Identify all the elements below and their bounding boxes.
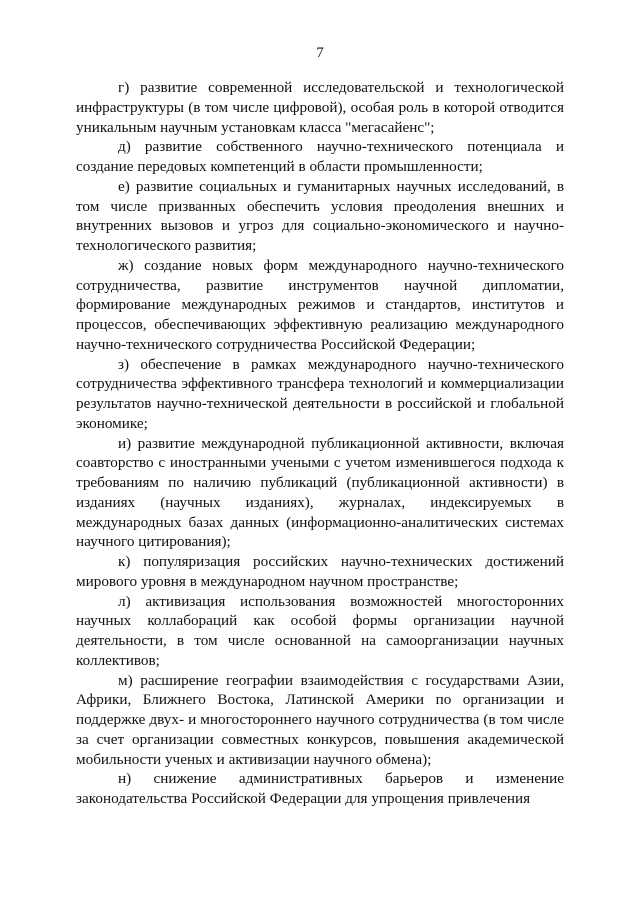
list-item-m: м) расширение географии взаимодействия с государствами Азии, Африки, Ближнего Востока, Латинской Америки по организации и поддержке двух- и многостороннего научного сотрудничества (в том числе за счет организации совместных конкурсов, повышения академической мобильности ученых и активизации научного обмена); [76,671,564,768]
list-item-z: з) обеспечение в рамках международного научно-технического сотрудничества эффективного трансфера технологий и коммерциализации результатов научно-технической деятельности в российской и глобальной экономике; [76,355,564,432]
list-item-e: е) развитие социальных и гуманитарных научных исследований, в том числе призванных обеспечить условия преодоления внешних и внутренних вызовов и угроз для социально-экономического и научно-технологического развития; [76,177,564,254]
list-item-g: г) развитие современной исследовательской и технологической инфраструктуры (в том числе цифровой), особая роль в которой отводится уникальным научным установкам класса "мегасайенс"; [76,79,564,136]
list-item-zh: ж) создание новых форм международного научно-технического сотрудничества, развитие инструментов научной дипломатии, формирование международных режимов и стандартов, институтов и процессов, обеспечивающих эффективную реализацию международного научно-технического сотрудничества Российской Федерации; [76,256,564,353]
list-item-d: д) развитие собственного научно-технического потенциала и создание передовых компетенций в области промышленности; [76,138,564,175]
list-item-n: н) снижение административных барьеров и изменение законодательства Российской Федерации для упрощения привлечения [76,770,564,807]
list-item-l: л) активизация использования возможностей многосторонних научных коллабораций как особой формы организации научной деятельности, в том числе основанной на самоорганизации научных коллективов; [76,592,564,669]
document-body [76,78,564,809]
list-item-k: к) популяризация российских научно-технических достижений мирового уровня в международном научном пространстве; [76,553,564,590]
page-number: 7 [316,45,324,61]
list-item-i: и) развитие международной публикационной активности, включая соавторство с иностранными учеными с учетом изменившегося подхода к требованиям по наличию публикаций (публикационной активности) в изданиях (научных изданиях), журналах, индексируемых в международных базах данных (информационно-аналитических системах научного цитирования); [76,434,564,551]
